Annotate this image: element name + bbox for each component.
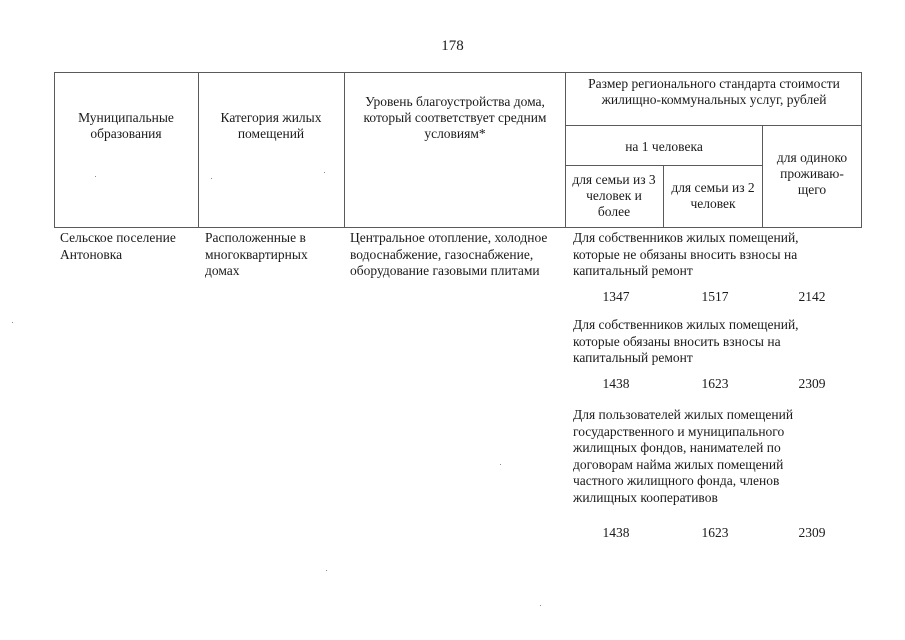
table-right-border <box>861 72 862 228</box>
row-category: Расположенные в многоквартирных домах <box>205 230 308 278</box>
column-divider-4 <box>663 165 664 228</box>
column-divider-5 <box>762 125 763 228</box>
header-level: Уровень благоустройства дома, который соответствует средним условиям* <box>363 94 547 141</box>
header-per-person: на 1 человека <box>625 139 703 154</box>
scan-speck <box>12 322 13 323</box>
value-family2-2: 1623 <box>701 376 729 391</box>
header-family2: для семьи из 2 человек <box>671 180 755 211</box>
value-single-2: 2309 <box>798 376 826 391</box>
group-label-2: Для собственников жилых помещений, которые обязаны вносить взносы на капитальный ремонт <box>573 317 799 365</box>
header-municipality: Муниципальные образования <box>78 110 174 141</box>
column-divider-2 <box>344 72 345 228</box>
page-number: 178 <box>441 38 464 54</box>
scan-speck <box>211 178 212 179</box>
table-left-border <box>54 72 55 228</box>
scan-speck <box>324 172 325 173</box>
group-label-1: Для собственников жилых помещений, которые не обязаны вносить взносы на капитальный ремонт <box>573 230 799 278</box>
column-divider-3 <box>565 72 566 228</box>
header-standard: Размер регионального стандарта стоимости жилищно-коммунальных услуг, рублей <box>588 76 840 107</box>
scan-speck <box>95 176 96 177</box>
value-family3-2: 1438 <box>602 376 630 391</box>
table-header-bottom-border <box>54 227 862 228</box>
scan-speck <box>540 605 541 606</box>
column-divider-1 <box>198 72 199 228</box>
value-single-3: 2309 <box>798 525 826 540</box>
header-family3: для семьи из 3 человек и более <box>572 172 656 219</box>
header-single: для одиноко проживаю- щего <box>776 150 848 197</box>
group-label-3: Для пользователей жилых помещений государственного и муниципального жилищных фондов, нанимателей по договорам найма жилых помещений частного жилищного фонда, членов жилищных кооперативов <box>573 407 794 505</box>
row-municipality: Сельское поселение Антоновка <box>60 230 176 262</box>
row-level: Центральное отопление, холодное водоснабжение, газоснабжение, оборудование газовыми плитами <box>350 230 548 278</box>
value-single-1: 2142 <box>798 289 826 304</box>
value-family2-1: 1517 <box>701 289 729 304</box>
standard-subheader-border <box>565 125 862 126</box>
table-top-border <box>54 72 862 73</box>
scan-speck <box>500 464 501 465</box>
header-category: Категория жилых помещений <box>220 110 322 141</box>
value-family3-1: 1347 <box>602 289 630 304</box>
scan-speck <box>326 570 327 571</box>
value-family2-3: 1623 <box>701 525 729 540</box>
value-family3-3: 1438 <box>602 525 630 540</box>
